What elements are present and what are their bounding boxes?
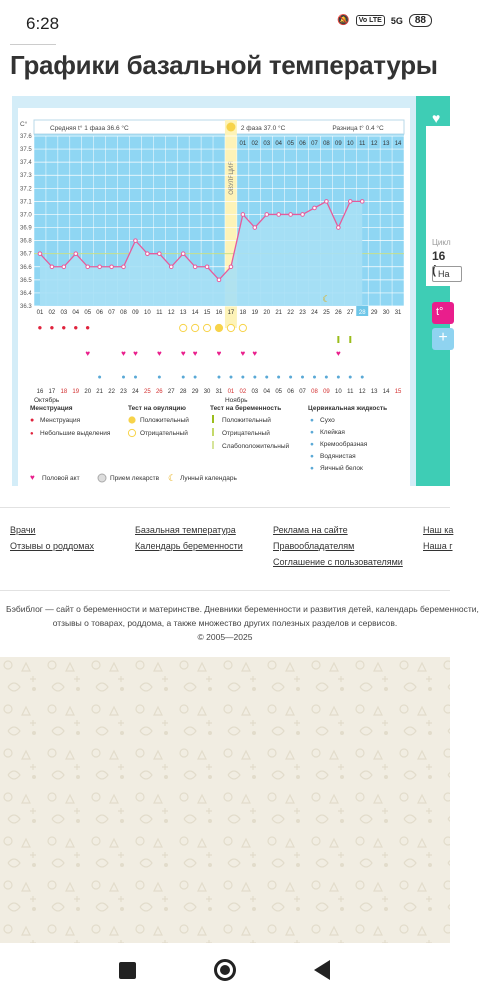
temperature-point [158, 252, 162, 256]
cycle-label: Цикл [432, 238, 451, 247]
top-day-label: 08 [323, 141, 330, 147]
status-time: 6:28 [26, 14, 60, 33]
about-line-1: Бэбиблог — сайт о беременности и материнстве. Дневники беременности и развития детей, календарь беременности, [6, 604, 479, 614]
date-label: 23 [120, 389, 127, 395]
copyright: © 2005—2025 [197, 632, 253, 642]
y-tick-label: 36.9 [20, 225, 32, 232]
bottom-day-label: 03 [60, 310, 68, 316]
bottom-day-label: 19 [251, 310, 259, 316]
legend-medication: Прием лекарств [110, 475, 160, 482]
temperature-point [337, 226, 341, 230]
cervical-fluid-icon: ● [336, 374, 341, 381]
temperature-point [146, 252, 150, 256]
date-label: 13 [370, 389, 378, 395]
top-day-label: 12 [370, 141, 378, 147]
footer-link-basal-temperature[interactable]: Базальная температура [135, 525, 236, 535]
date-label: 06 [287, 389, 294, 395]
cervical-fluid-icon: ● [348, 374, 353, 381]
cervical-fluid-icon: ● [216, 374, 222, 381]
menstruation-drop-icon: ● [73, 323, 79, 332]
date-label: 05 [275, 389, 283, 395]
cervical-fluid-icon: ● [252, 374, 257, 381]
ovulation-test-icon [192, 324, 199, 331]
temperature-point [110, 265, 114, 269]
bottom-day-label: 28 [358, 310, 366, 316]
date-label: 17 [48, 389, 56, 395]
top-day-label: 07 [311, 141, 318, 147]
temperature-point [277, 213, 281, 217]
heart-icon: ♥ [180, 349, 186, 358]
top-day-label: 04 [275, 141, 283, 147]
menstruation-drop-icon: ● [85, 323, 91, 332]
ovulation-test-icon [180, 324, 187, 331]
legend-menstruation: Менструация [40, 417, 81, 424]
cervical-fluid-icon: ● [181, 374, 186, 381]
bottom-day-label: 11 [156, 310, 163, 316]
back-button[interactable] [314, 960, 330, 980]
heart-icon: ♥ [240, 349, 246, 358]
bottom-day-label: 09 [132, 310, 139, 316]
legend-eggwhite: Яичный белок [320, 465, 363, 472]
bottom-day-label: 24 [311, 310, 318, 316]
date-label: 03 [251, 389, 259, 395]
legend-dry: Сухо [320, 417, 335, 424]
date-label: 09 [323, 389, 330, 395]
bbt-chart[interactable] [18, 108, 410, 486]
temperature-point [122, 265, 126, 269]
legend-intercourse: Половой акт [42, 475, 80, 482]
y-tick-label: 36.7 [20, 251, 32, 258]
legend-creamy-icon: ● [310, 441, 314, 448]
date-label: 11 [347, 389, 354, 395]
y-tick-label: 37.4 [20, 160, 32, 167]
y-tick-label: 37.3 [20, 173, 32, 180]
pregnancy-test-icon [337, 336, 339, 343]
bottom-day-label: 26 [335, 310, 342, 316]
date-label: 30 [203, 389, 211, 395]
phase2-label: 2 фаза 37.0 °C [240, 125, 286, 132]
cycle-day: 16 ( [432, 249, 446, 277]
temperature-point [301, 213, 305, 217]
bottom-day-label: 23 [299, 310, 306, 316]
bottom-day-label: 10 [144, 310, 151, 316]
bottom-day-label: 27 [346, 310, 354, 316]
legend-title-cervical: Цервикальная жидкость [308, 405, 388, 412]
bottom-day-label: 20 [263, 310, 271, 316]
footer-link-col4-2[interactable]: Наша г [423, 541, 453, 551]
legend-eggwhite-icon: ● [310, 465, 314, 472]
footer-link-maternity-reviews[interactable]: Отзывы о роддомах [10, 541, 94, 551]
footer-link-rightholders[interactable]: Правообладателям [273, 541, 355, 551]
legend-sticky-icon: ● [310, 429, 314, 436]
heart-icon[interactable]: ♥ [432, 110, 441, 126]
legend-preg-weak: Слабоположительный [222, 443, 290, 450]
footer-divider-2 [0, 590, 450, 591]
mute-icon: 🔕 [337, 15, 350, 26]
date-label: 31 [215, 389, 223, 395]
cervical-fluid-icon: ● [360, 374, 365, 381]
cervical-fluid-icon: ● [276, 374, 281, 381]
date-label: 22 [108, 389, 115, 395]
legend-preg-positive: Положительный [222, 417, 271, 424]
top-day-label: 10 [346, 141, 354, 147]
moon-icon: ☾ [322, 294, 331, 304]
bottom-day-label: 16 [215, 310, 223, 316]
bottom-day-label: 18 [239, 310, 247, 316]
y-tick-label: 37.2 [20, 186, 32, 193]
bottom-day-label: 13 [179, 310, 187, 316]
cervical-fluid-icon: ● [300, 374, 305, 381]
legend-title-ovulation-test: Тест на овуляцию [128, 405, 186, 412]
date-label: 24 [132, 389, 139, 395]
footer-link-col4-1[interactable]: Наш ка [423, 525, 454, 535]
temperature-point [134, 239, 138, 243]
date-label: 19 [72, 389, 80, 395]
legend-sticky: Клейкая [320, 429, 345, 436]
legend-medication-icon [98, 474, 106, 482]
temperature-point [360, 200, 364, 204]
date-label: 08 [311, 389, 318, 395]
status-bar [0, 0, 450, 46]
recent-apps-button[interactable] [119, 962, 136, 979]
heart-icon: ♥ [121, 349, 126, 358]
temperature-point [289, 213, 293, 217]
bottom-day-label: 05 [84, 310, 92, 316]
ovulation-label: ОВУЛЯЦИЯ [228, 161, 235, 195]
temperature-point [348, 200, 352, 204]
ovulation-sun-icon [226, 123, 235, 132]
date-label: 04 [263, 389, 271, 395]
temperature-point [313, 206, 317, 210]
temperature-point [50, 265, 54, 269]
ovulation-test-icon [227, 324, 234, 331]
footer-link-pregnancy-calendar[interactable]: Календарь беременности [135, 541, 243, 551]
bottom-day-label: 15 [203, 310, 211, 316]
cervical-fluid-icon: ● [121, 374, 126, 381]
temperature-point [193, 265, 197, 269]
legend-preg-negative: Отрицательный [222, 430, 270, 437]
add-button[interactable]: + [432, 328, 454, 350]
date-label: 16 [36, 389, 44, 395]
cervical-fluid-icon: ● [228, 374, 234, 381]
legend-spotting-icon: ● [30, 431, 34, 437]
top-day-label: 01 [239, 141, 247, 147]
menstruation-drop-icon: ● [37, 323, 43, 332]
y-tick-label: 37.6 [20, 134, 32, 140]
bottom-day-label: 07 [108, 310, 115, 316]
bottom-day-label: 06 [96, 310, 103, 316]
menstruation-drop-icon: ● [49, 323, 55, 332]
month-label-october: Октябрь [34, 397, 60, 404]
y-tick-label: 36.5 [20, 277, 32, 284]
temperature-point [181, 252, 185, 256]
date-label: 25 [144, 389, 151, 395]
temperature-point [217, 278, 221, 282]
legend-preg-weak-icon [212, 441, 214, 449]
page-title: Графики базальной температуры [10, 50, 438, 80]
cervical-fluid-icon: ● [157, 374, 162, 381]
footer-link-advertising[interactable]: Реклама на сайте [273, 525, 348, 535]
cervical-fluid-icon: ● [288, 374, 293, 381]
bottom-day-label: 14 [191, 310, 199, 316]
temperature-point [62, 265, 66, 269]
y-unit-label: C° [20, 121, 28, 128]
pattern-svg [0, 657, 450, 943]
cervical-fluid-icon: ● [312, 374, 317, 381]
temperature-point [169, 265, 173, 269]
temperature-point [38, 252, 42, 256]
bottom-day-label: 02 [48, 310, 56, 316]
heart-icon: ♥ [192, 349, 198, 358]
bottom-day-label: 25 [323, 310, 330, 316]
legend-intercourse-icon: ♥ [30, 473, 35, 482]
legend-creamy: Кремообразная [320, 441, 368, 448]
legend-positive: Положительный [140, 417, 189, 424]
date-label: 27 [167, 389, 175, 395]
footer-link-user-agreement[interactable]: Соглашение с пользователями [273, 557, 403, 567]
decorative-pattern [0, 657, 450, 943]
top-day-label: 03 [263, 141, 271, 147]
home-button[interactable] [214, 959, 236, 981]
y-tick-label: 37.1 [20, 199, 32, 206]
pregnancy-test-icon [349, 336, 351, 343]
temperature-point [205, 265, 209, 269]
date-label: 21 [96, 389, 103, 395]
footer-divider [0, 507, 450, 508]
date-label: 28 [179, 389, 187, 395]
date-label: 01 [227, 389, 235, 395]
legend-preg-negative-icon [212, 428, 214, 436]
y-tick-label: 36.6 [20, 264, 32, 271]
bottom-day-label: 04 [72, 310, 80, 316]
about-line-2: отзывы о товарах, роддома, а также множество других полезных разделов и сервисов. [52, 618, 398, 628]
legend-lunar-icon: ☾ [168, 473, 177, 483]
date-label: 26 [155, 389, 163, 395]
date-label: 07 [299, 389, 306, 395]
heart-icon: ♥ [85, 349, 91, 358]
date-label: 02 [239, 389, 247, 395]
diff-label: Разница t° 0.4 °C [332, 125, 384, 132]
date-label: 20 [84, 389, 92, 395]
heart-icon: ♥ [216, 349, 222, 358]
top-day-label: 02 [251, 141, 259, 147]
y-tick-label: 36.4 [20, 290, 32, 297]
ovulation-test-icon [203, 324, 210, 331]
temperature-button[interactable]: t° [432, 302, 454, 324]
cervical-fluid-icon: ● [193, 374, 198, 381]
cervical-fluid-icon: ● [324, 374, 329, 381]
top-day-label: 14 [394, 141, 402, 147]
phase1-label: Средняя t° 1 фаза 36.6 °C [50, 125, 129, 132]
ovulation-test-icon [239, 324, 246, 331]
cervical-fluid-icon: ● [264, 374, 269, 381]
temperature-point [86, 265, 90, 269]
battery-icon: 88 [409, 14, 432, 27]
side-panel[interactable] [416, 96, 450, 486]
temperature-point [229, 265, 233, 269]
bottom-day-label: 21 [275, 310, 283, 316]
legend-positive-icon [128, 416, 135, 423]
month-label-november: Ноябрь [224, 397, 248, 404]
bottom-day-label: 08 [120, 310, 127, 316]
top-day-label: 05 [287, 141, 294, 147]
bottom-day-label: 30 [382, 310, 390, 316]
side-button[interactable]: На [432, 266, 462, 282]
top-day-label: 11 [359, 141, 366, 147]
top-day-label: 06 [299, 141, 306, 147]
ovulation-test-icon [215, 324, 222, 331]
status-icons [337, 14, 432, 27]
legend-watery-icon: ● [310, 453, 314, 460]
footer-link-doctors[interactable]: Врачи [10, 525, 36, 535]
legend-spotting: Небольшие выделения [40, 430, 111, 437]
heart-icon: ♥ [133, 349, 138, 358]
bottom-day-label: 12 [167, 310, 175, 316]
top-day-label: 13 [382, 141, 390, 147]
temperature-point [253, 226, 257, 230]
heart-icon: ♥ [335, 349, 341, 358]
legend-negative: Отрицательный [140, 430, 188, 437]
cervical-fluid-icon: ● [97, 374, 102, 381]
date-label: 18 [60, 389, 68, 395]
date-label: 14 [382, 389, 390, 395]
temperature-point [325, 200, 329, 204]
legend-watery: Водянистая [320, 453, 356, 460]
temperature-point [98, 265, 102, 269]
y-tick-label: 37.0 [20, 212, 32, 219]
temperature-point [74, 252, 78, 256]
legend-title-pregnancy-test: Тест на беременность [210, 405, 282, 412]
bottom-day-label: 29 [370, 310, 378, 316]
divider [10, 44, 56, 45]
volte-icon: Vo LTE [356, 15, 385, 26]
y-tick-label: 36.3 [20, 304, 32, 310]
cervical-fluid-icon: ● [240, 374, 245, 381]
date-label: 15 [394, 389, 402, 395]
cervical-fluid-icon: ● [133, 374, 138, 381]
bottom-day-label: 17 [227, 310, 235, 316]
date-label: 29 [191, 389, 199, 395]
bottom-day-label: 22 [287, 310, 294, 316]
legend-negative-icon [128, 429, 135, 436]
legend-dry-icon: ● [310, 417, 314, 424]
signal-label: 5G [390, 15, 403, 26]
menstruation-drop-icon: ● [61, 323, 67, 332]
temperature-point [265, 213, 269, 217]
bottom-day-label: 01 [36, 310, 44, 316]
heart-icon: ♥ [252, 349, 258, 358]
y-tick-label: 37.5 [20, 147, 32, 154]
heart-icon: ♥ [156, 349, 162, 358]
legend-preg-positive-icon [212, 415, 214, 423]
legend-lunar: Лунный календарь [180, 475, 237, 482]
temperature-point [241, 213, 245, 217]
date-label: 10 [335, 389, 342, 395]
top-day-label: 09 [335, 141, 342, 147]
date-label: 12 [358, 389, 366, 395]
legend-title-menstruation: Менструация [30, 405, 73, 412]
bottom-day-label: 31 [394, 310, 402, 316]
legend-menstruation-icon: ● [30, 417, 35, 424]
y-tick-label: 36.8 [20, 238, 32, 245]
